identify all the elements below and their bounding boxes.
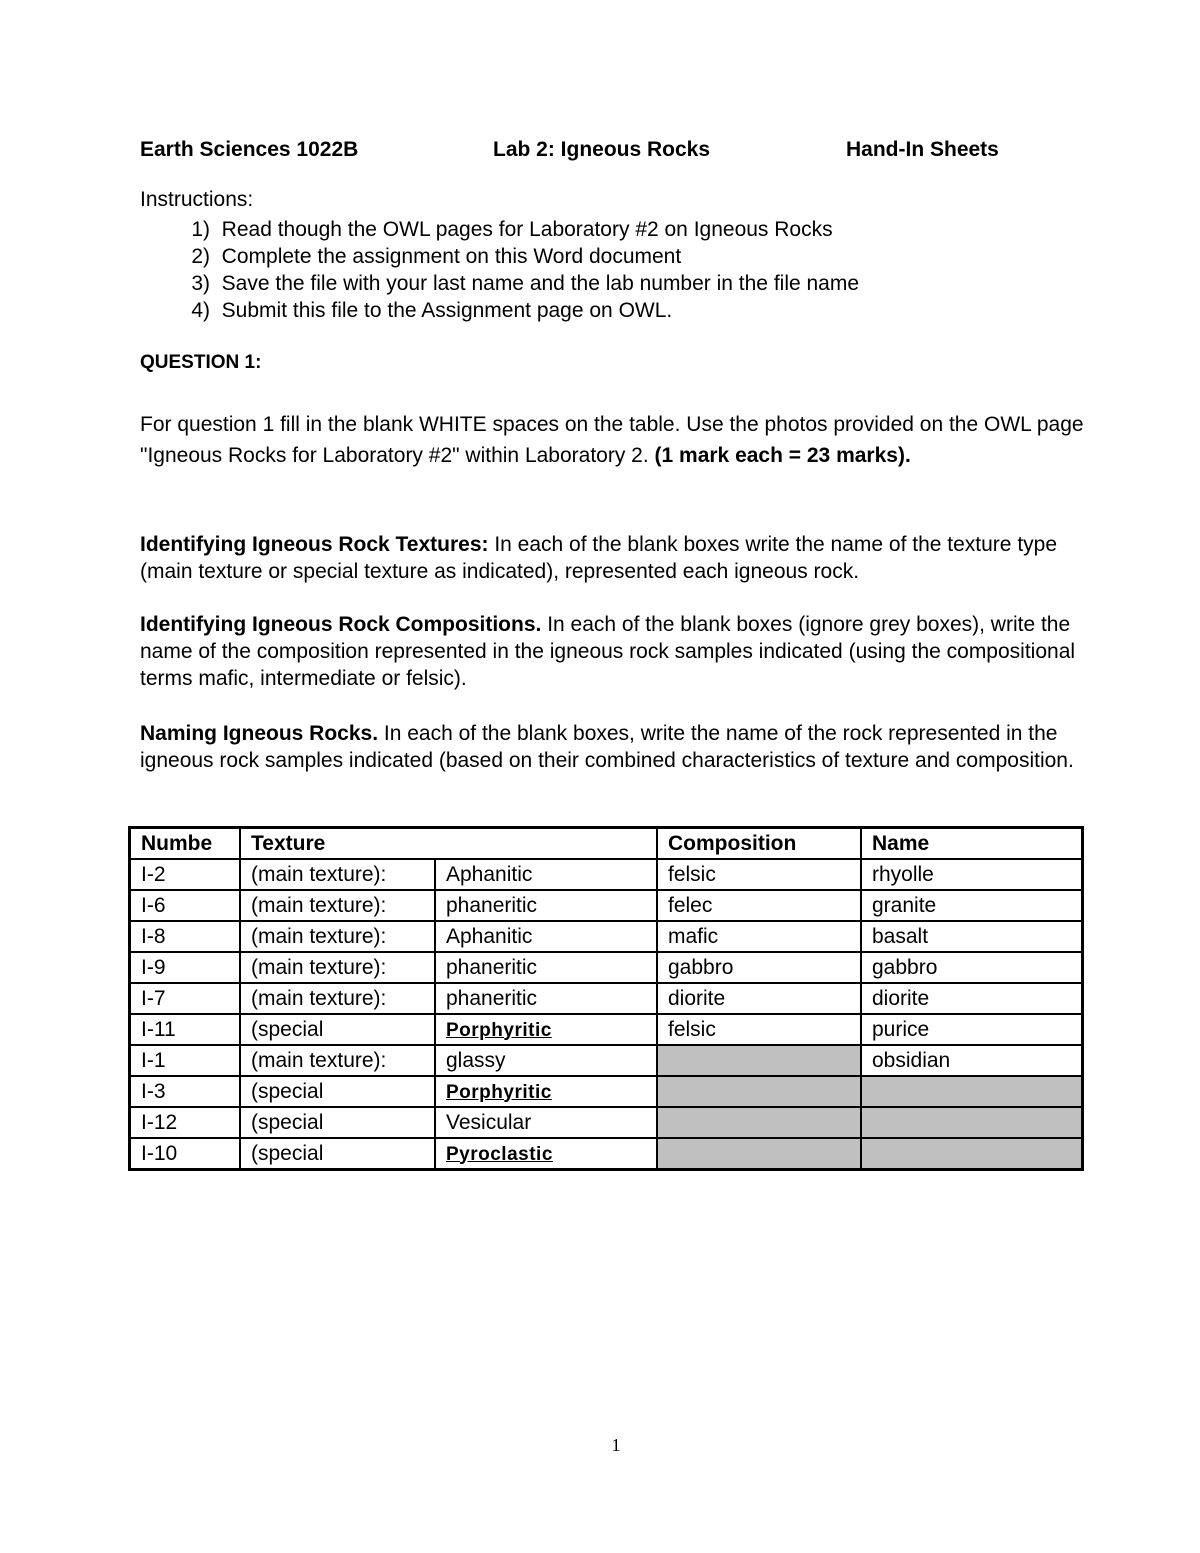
name-cell[interactable]: obsidian (861, 1045, 1083, 1076)
texture-label-cell: (special (240, 1076, 435, 1107)
texture-value-cell[interactable] (435, 1014, 657, 1045)
naming-paragraph (140, 720, 1100, 774)
composition-cell-disabled (657, 1138, 861, 1170)
rock-number-cell: I-3 (130, 1076, 241, 1107)
page-number: 1 (611, 1435, 621, 1455)
rock-number-cell: I-1 (130, 1045, 241, 1076)
texture-value-cell[interactable] (435, 1138, 657, 1170)
name-cell-disabled (861, 1138, 1083, 1170)
name-cell[interactable]: granite (861, 890, 1083, 921)
table-row (130, 1045, 1083, 1076)
table-row (130, 1107, 1083, 1138)
name-cell[interactable]: rhyolle (861, 859, 1083, 890)
compositions-heading: Identifying Igneous Rock Compositions. (140, 613, 542, 636)
instruction-number: 1) (191, 218, 210, 241)
instruction-number: 2) (191, 245, 210, 268)
rock-number-cell: I-11 (130, 1014, 241, 1045)
texture-value-cell[interactable]: Aphanitic (435, 859, 657, 890)
question-1-marks: (1 mark each = 23 marks). (654, 444, 911, 467)
instruction-item (140, 243, 859, 270)
textures-heading: Identifying Igneous Rock Textures: (140, 533, 489, 556)
table-body (130, 859, 1083, 1170)
name-cell-disabled (861, 1076, 1083, 1107)
header-texture: Texture (240, 828, 657, 860)
rock-number-cell: I-8 (130, 921, 241, 952)
document-header (140, 138, 1040, 166)
texture-value-cell[interactable]: Vesicular (435, 1107, 657, 1138)
instruction-text: Submit this file to the Assignment page on OWL. (221, 299, 673, 322)
texture-value-cell[interactable]: phaneritic (435, 952, 657, 983)
rock-number-cell: I-2 (130, 859, 241, 890)
compositions-paragraph (140, 611, 1100, 692)
instruction-number: 4) (191, 299, 210, 322)
table-row (130, 1138, 1083, 1170)
texture-value-cell[interactable]: phaneritic (435, 890, 657, 921)
texture-value-cell[interactable]: glassy (435, 1045, 657, 1076)
table-row (130, 952, 1083, 983)
texture-label-cell: (main texture): (240, 983, 435, 1014)
composition-cell[interactable]: felsic (657, 859, 861, 890)
name-cell[interactable]: basalt (861, 921, 1083, 952)
texture-label-cell: (special (240, 1107, 435, 1138)
special-texture-text: Pyroclastic (446, 1143, 553, 1165)
rock-table (128, 826, 1084, 1171)
composition-cell-disabled (657, 1045, 861, 1076)
question-1-title: QUESTION 1: (140, 352, 262, 373)
rock-number-cell: I-7 (130, 983, 241, 1014)
instructions-label: Instructions: (140, 188, 254, 211)
composition-cell[interactable]: felsic (657, 1014, 861, 1045)
rock-number-cell: I-12 (130, 1107, 241, 1138)
texture-label-cell: (special (240, 1014, 435, 1045)
texture-label-cell: (main texture): (240, 921, 435, 952)
table-header-row (130, 828, 1083, 860)
name-cell[interactable]: purice (861, 1014, 1083, 1045)
rock-number-cell: I-10 (130, 1138, 241, 1170)
texture-value-cell[interactable]: Aphanitic (435, 921, 657, 952)
table-row (130, 890, 1083, 921)
texture-label-cell: (main texture): (240, 859, 435, 890)
texture-value-cell[interactable]: phaneritic (435, 983, 657, 1014)
table-row (130, 1076, 1083, 1107)
name-cell[interactable]: diorite (861, 983, 1083, 1014)
name-cell[interactable]: gabbro (861, 952, 1083, 983)
question-1-text (140, 409, 1100, 471)
course-title: Earth Sciences 1022B (140, 138, 359, 161)
composition-cell[interactable]: diorite (657, 983, 861, 1014)
table-row (130, 1014, 1083, 1045)
instruction-item (140, 216, 859, 243)
instruction-text: Save the file with your last name and the lab number in the file name (221, 272, 860, 295)
question-1-body: For question 1 fill in the blank WHITE spaces on the table. Use the photos provided on the OWL page "Igneous Rocks for Laboratory #2" within Laboratory 2. (140, 413, 1084, 467)
texture-label-cell: (main texture): (240, 1045, 435, 1076)
table-row (130, 983, 1083, 1014)
composition-cell[interactable]: mafic (657, 921, 861, 952)
name-cell-disabled (861, 1107, 1083, 1138)
texture-label-cell: (main texture): (240, 952, 435, 983)
table-row (130, 859, 1083, 890)
compositions-text: In each of the blank boxes (ignore grey boxes), write the name of the composition represented in the igneous rock samples indicated (using the compositional terms mafic, intermediate or felsic). (140, 613, 1076, 690)
texture-value-cell[interactable] (435, 1076, 657, 1107)
instruction-item (140, 297, 859, 324)
sheets-title: Hand-In Sheets (846, 138, 999, 161)
composition-cell-disabled (657, 1076, 861, 1107)
texture-label-cell: (special (240, 1138, 435, 1170)
instruction-number: 3) (191, 272, 210, 295)
special-texture-text: Porphyritic (446, 1019, 552, 1041)
lab-title: Lab 2: Igneous Rocks (493, 138, 711, 161)
rock-number-cell: I-9 (130, 952, 241, 983)
instruction-text: Read though the OWL pages for Laboratory #2 on Igneous Rocks (221, 218, 833, 241)
instruction-item (140, 270, 859, 297)
naming-text: In each of the blank boxes, write the name of the rock represented in the igneous rock samples indicated (based on their combined characteristics of texture and composition. (140, 722, 1074, 772)
naming-heading: Naming Igneous Rocks. (140, 722, 379, 745)
composition-cell[interactable]: gabbro (657, 952, 861, 983)
table-row (130, 921, 1083, 952)
special-texture-text: Porphyritic (446, 1081, 552, 1103)
instruction-text: Complete the assignment on this Word document (221, 245, 682, 268)
header-name: Name (861, 828, 1083, 860)
composition-cell-disabled (657, 1107, 861, 1138)
textures-paragraph (140, 531, 1100, 585)
header-number: Numbe (130, 828, 241, 860)
texture-label-cell: (main texture): (240, 890, 435, 921)
textures-text: In each of the blank boxes write the name of the texture type (main texture or special texture as indicated), represented each igneous rock. (140, 533, 1058, 583)
composition-cell[interactable]: felec (657, 890, 861, 921)
instructions-list (140, 216, 859, 324)
rock-number-cell: I-6 (130, 890, 241, 921)
header-composition: Composition (657, 828, 861, 860)
